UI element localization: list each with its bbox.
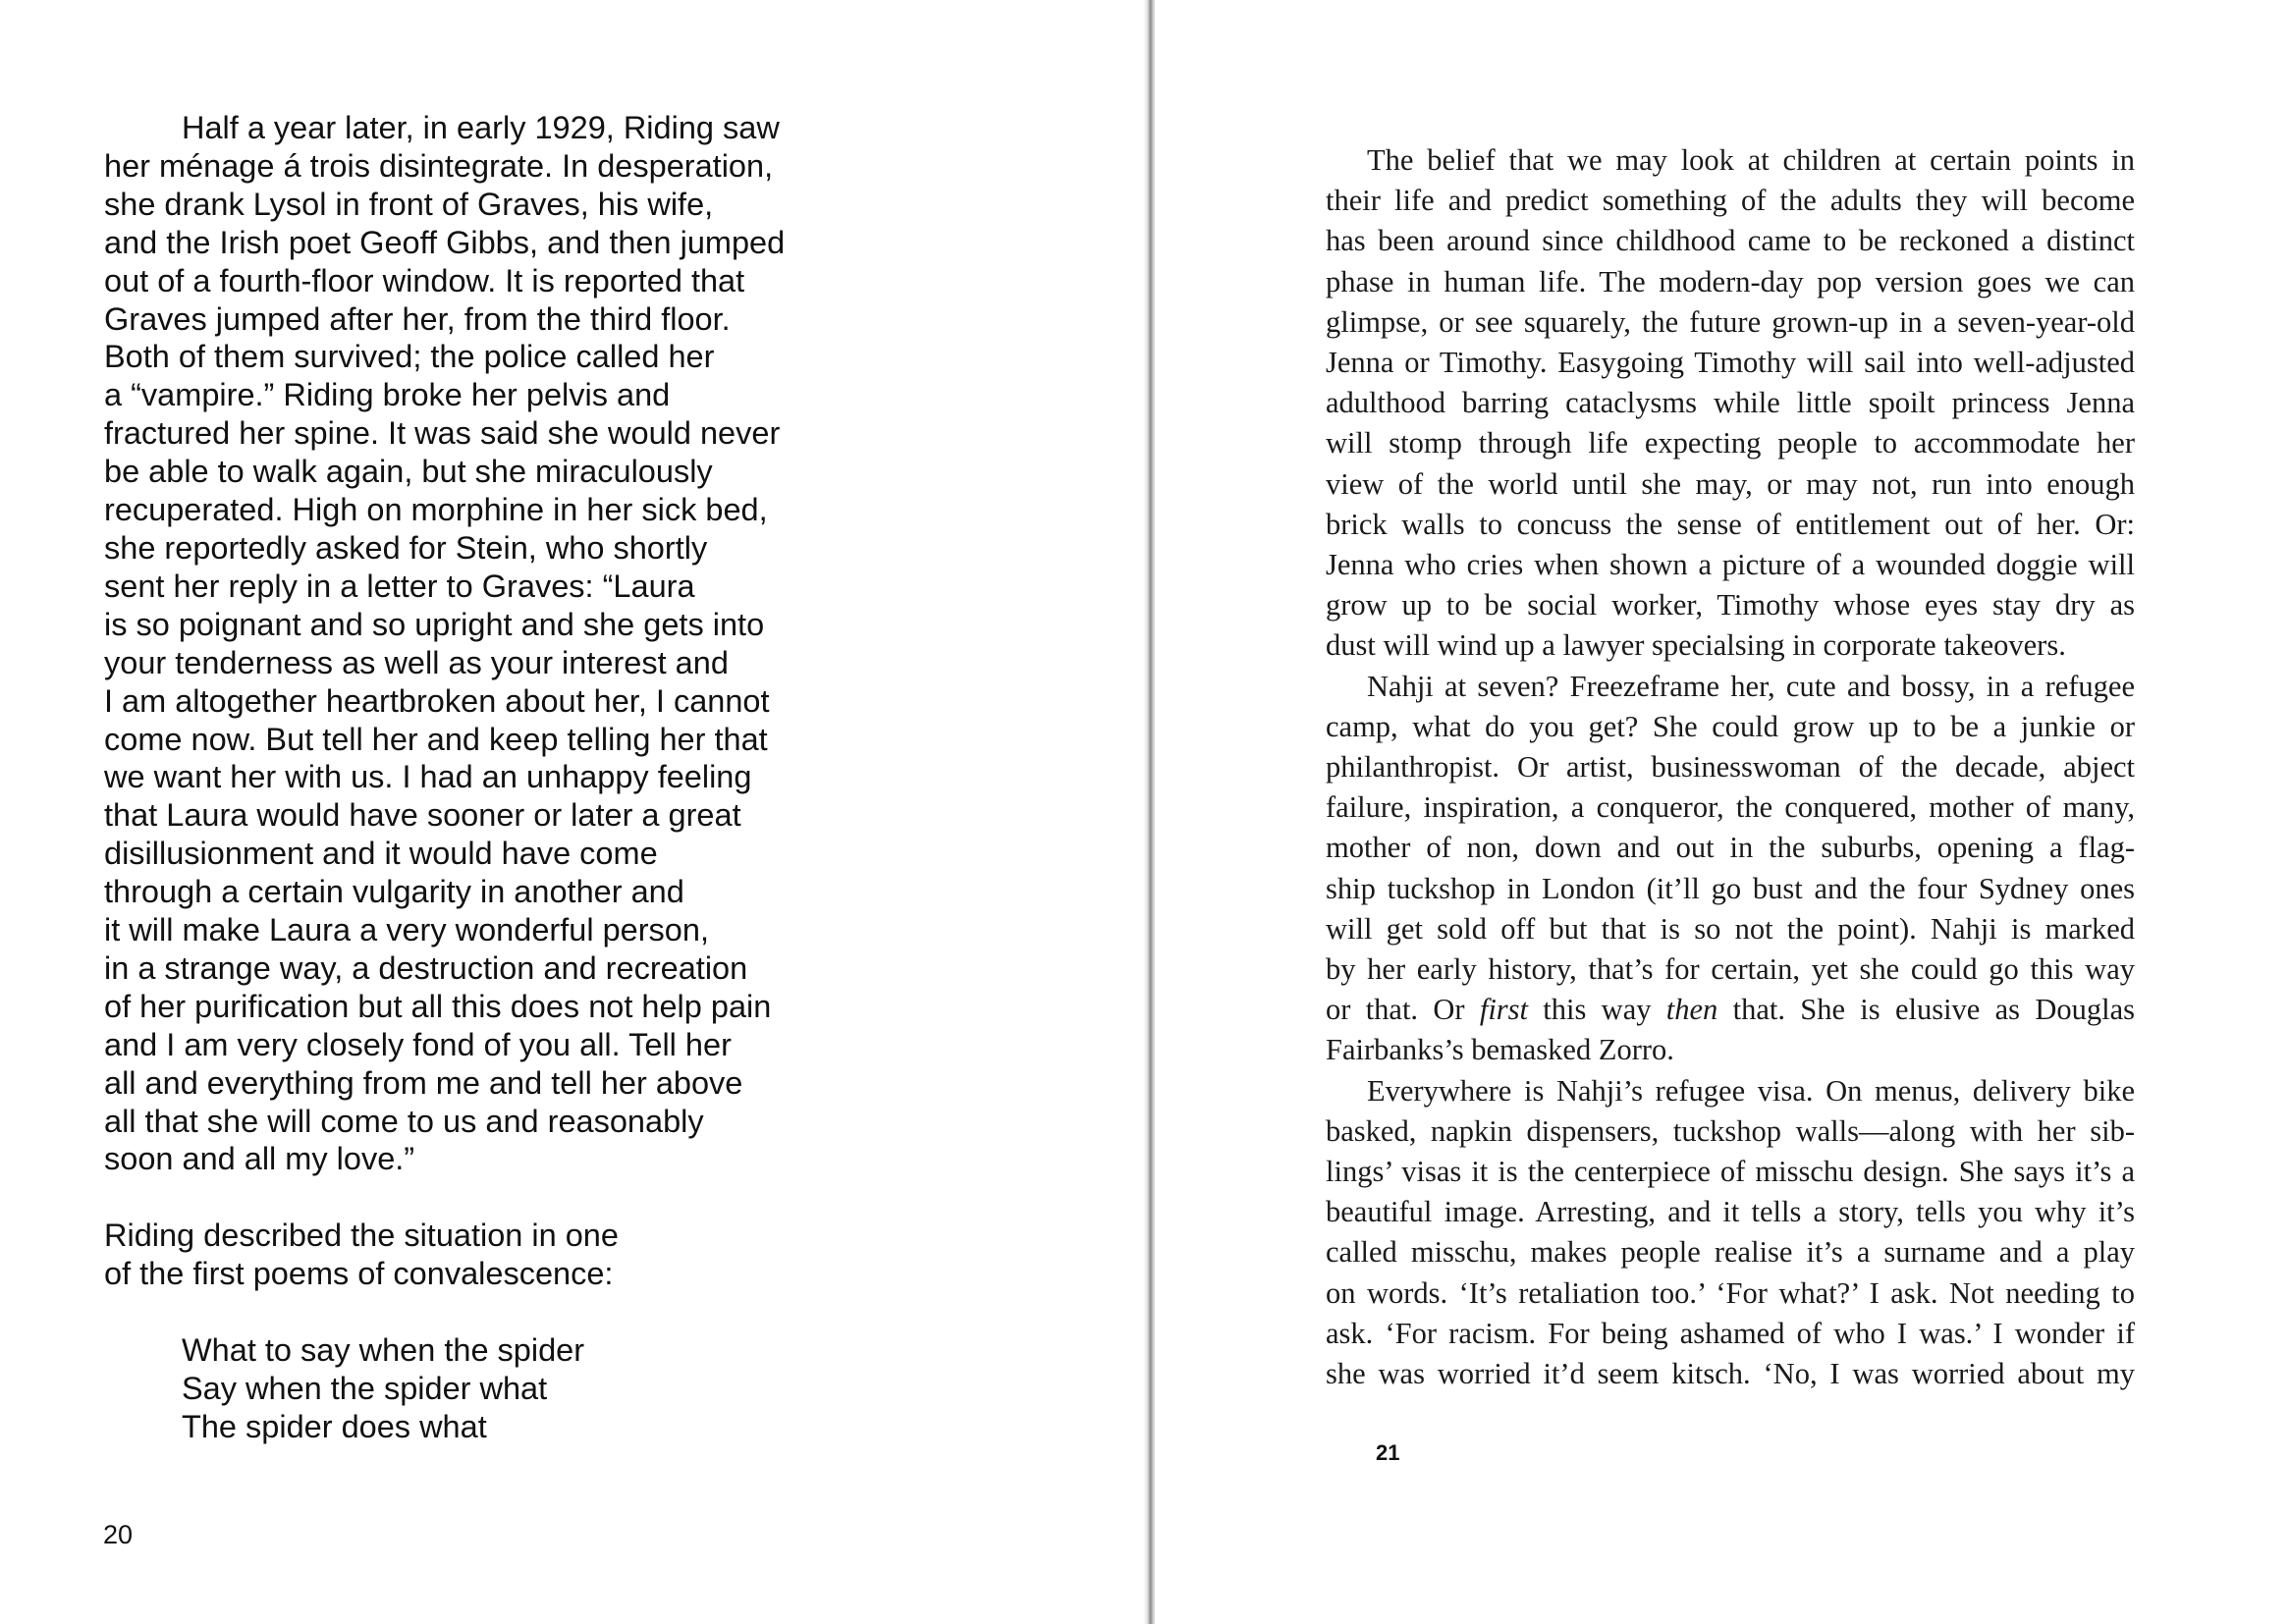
text-line: all and everything from me and tell her above <box>104 1064 743 1101</box>
text-line: will get sold off but that is so not the point). Nahji is marked <box>1326 911 2135 946</box>
text-line: adulthood barring cataclysms while little spoilt princess Jenna <box>1326 386 2135 420</box>
text-line: The belief that we may look at children at certain points in <box>1367 143 2135 177</box>
text-line: she was worried it’d seem kitsch. ‘No, I was worried about my <box>1326 1357 2135 1391</box>
text-line: their life and predict something of the adults they will become <box>1326 184 2135 218</box>
text-line: a “vampire.” Riding broke her pelvis and <box>104 377 671 413</box>
text-line: she reportedly asked for Stein, who shortly <box>104 529 708 566</box>
poem-line: Say when the spider what <box>182 1370 548 1406</box>
text-line: is so poignant and so upright and she gets into <box>104 606 765 642</box>
text-line: it will make Laura a very wonderful person, <box>104 912 709 948</box>
text-line: mother of non, down and out in the suburbs, opening a flag- <box>1326 831 2135 865</box>
text-line: Everywhere is Nahji’s refugee visa. On menus, delivery bike <box>1367 1073 2135 1108</box>
text-line: phase in human life. The modern-day pop version goes we can <box>1326 264 2135 298</box>
page-number-left: 20 <box>103 1520 134 1549</box>
text-line: Jenna who cries when shown a picture of a wounded doggie will <box>1326 548 2135 582</box>
text-line: view of the world until she may, or may not, run into enough <box>1326 466 2135 501</box>
text-line: brick walls to concuss the sense of entitlement out of her. Or: <box>1326 507 2135 541</box>
text-line: Jenna or Timothy. Easygoing Timothy will sail into well-adjusted <box>1326 346 2135 380</box>
right-paragraph-1 <box>1326 140 2135 667</box>
text-line: all that she will come to us and reasonably <box>104 1103 704 1139</box>
text-line: soon and all my love.” <box>104 1141 415 1177</box>
text-line: ship tuckshop in London (it’ll go bust and the four Sydney ones <box>1326 871 2135 905</box>
text-line: we want her with us. I had an unhappy feeling <box>104 759 752 795</box>
text-line: basked, napkin dispensers, tuckshop walls—along with her sib- <box>1326 1113 2135 1148</box>
text-line: through a certain vulgarity in another and <box>104 874 684 910</box>
text-line: dust will wind up a lawyer specialsing in corporate takeovers. <box>1326 628 2066 663</box>
text-line: beautiful image. Arresting, and it tells a story, tells you why it’s <box>1326 1195 2135 1229</box>
text-line: her ménage á trois disintegrate. In desperation, <box>104 147 774 184</box>
poem-line: What to say when the spider <box>182 1331 585 1368</box>
text-line: called misschu, makes people realise it’s a surname and a play <box>1326 1235 2135 1270</box>
text-line: on words. ‘It’s retaliation too.’ ‘For what?’ I ask. Not needing to <box>1326 1275 2135 1310</box>
right-page <box>1155 0 2289 1624</box>
text-line: has been around since childhood came to be reckoned a distinct <box>1326 224 2135 258</box>
text-line: I am altogether heartbroken about her, I cannot <box>104 682 770 719</box>
text-line: of the first poems of convalescence: <box>104 1256 614 1292</box>
text-line: sent her reply in a letter to Graves: “Laura <box>104 568 695 604</box>
text-line: of her purification but all this does not help pain <box>104 988 772 1024</box>
text-line: come now. But tell her and keep telling her that <box>104 721 768 757</box>
text-line: and the Irish poet Geoff Gibbs, and then jumped <box>104 224 786 260</box>
text-line: failure, inspiration, a conqueror, the conquered, mother of many, <box>1326 790 2135 825</box>
text-fragment: this way <box>1528 993 1666 1027</box>
text-line: Fairbanks’s bemasked Zorro. <box>1326 1033 1674 1067</box>
text-line: by her early history, that’s for certain, yet she could go this way <box>1326 952 2135 987</box>
left-page-text <box>104 109 831 1446</box>
text-fragment: that. She is elusive as Douglas <box>1717 993 2135 1027</box>
poem-line: The spider does what <box>182 1408 487 1444</box>
text-line: Half a year later, in early 1929, Riding saw <box>182 110 780 145</box>
text-line: camp, what do you get? She could grow up to be a junkie or <box>1326 709 2135 743</box>
text-line: be able to walk again, but she miraculously <box>104 454 713 490</box>
left-paragraph-1 <box>104 109 831 1178</box>
text-line <box>1326 990 2135 1030</box>
text-line: recuperated. High on morphine in her sick bed, <box>104 492 768 528</box>
text-line: lings’ visas it is the centerpiece of misschu design. She says it’s a <box>1326 1155 2135 1189</box>
text-line: that Laura would have sooner or later a great <box>104 797 741 834</box>
text-line: disillusionment and it would have come <box>104 836 658 872</box>
text-line: she drank Lysol in front of Graves, his wife, <box>104 186 714 222</box>
text-line: ask. ‘For racism. For being ashamed of who I was.’ I wonder if <box>1326 1316 2135 1350</box>
text-line: grow up to be social worker, Timothy whose eyes stay dry as <box>1326 588 2135 623</box>
text-line: will stomp through life expecting people to accommodate her <box>1326 426 2135 460</box>
text-fragment: or that. Or <box>1326 993 1480 1027</box>
text-line: in a strange way, a destruction and recreation <box>104 949 748 986</box>
italic-word: then <box>1665 993 1718 1027</box>
text-line: and I am very closely fond of you all. Tell her <box>104 1026 732 1062</box>
text-line: glimpse, or see squarely, the future grown-up in a seven-year-old <box>1326 304 2135 339</box>
left-paragraph-2 <box>104 1217 831 1293</box>
text-line: fractured her spine. It was said she would never <box>104 415 781 452</box>
page-number-right: 21 <box>1376 1440 1400 1465</box>
italic-word: first <box>1479 993 1529 1027</box>
right-paragraph-2 <box>1326 667 2135 1071</box>
right-paragraph-3 <box>1326 1071 2135 1395</box>
text-line: out of a fourth-floor window. It is reported that <box>104 262 745 298</box>
text-line: philanthropist. Or artist, businesswoman of the decade, abject <box>1326 750 2135 785</box>
poem-excerpt <box>104 1331 831 1446</box>
text-line: Graves jumped after her, from the third floor. <box>104 300 731 337</box>
right-page-text <box>1326 140 2135 1394</box>
text-line: Riding described the situation in one <box>104 1218 619 1254</box>
text-line: your tenderness as well as your interest and <box>104 644 729 680</box>
text-line: Both of them survived; the police called her <box>104 339 715 375</box>
text-line: Nahji at seven? Freezeframe her, cute and bossy, in a refugee <box>1367 669 2135 703</box>
